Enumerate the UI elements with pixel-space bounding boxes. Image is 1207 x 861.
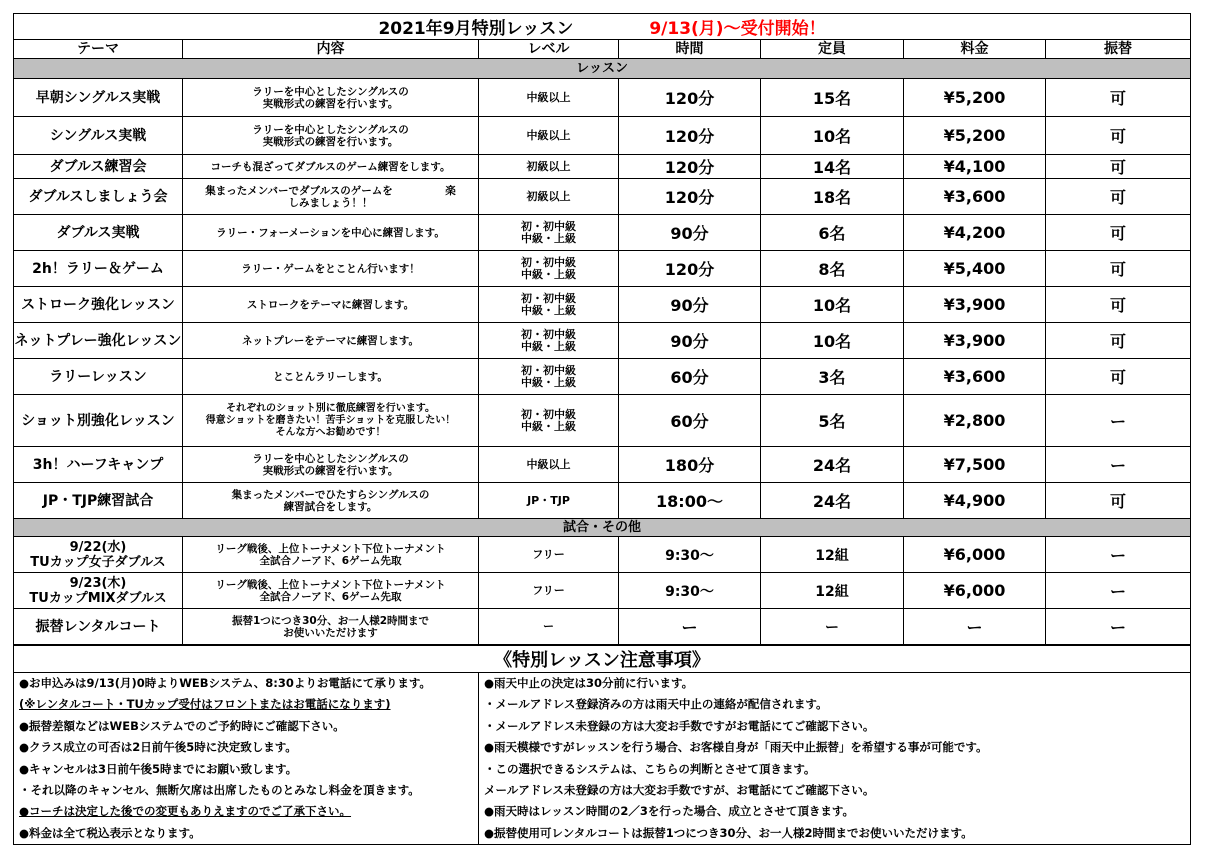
note-line: ●お申込みは9/13(月)0時よりWEBシステム、8:30よりお電話にて承ります。 (19, 676, 431, 690)
cell-fee: ¥4,100 (904, 155, 1046, 179)
note-line: メールアドレス未登録の方は大変お手数ですが、お電話にてご確認下さい。 (484, 782, 875, 797)
cell-capacity: 10名 (761, 323, 904, 359)
cell-time: 120分 (619, 155, 761, 179)
section-label: 試合・その他 (14, 519, 1191, 537)
table-header-row (14, 40, 1191, 59)
note-line: ・この選択できるシステムは、こちらの判断とさせて頂きます。 (484, 761, 816, 776)
cell-level: 中級以上 (479, 117, 619, 155)
table-row (14, 609, 1191, 645)
cell-capacity: 6名 (761, 215, 904, 251)
note-line: ・それ以降のキャンセル、無断欠席は出席したものとみなし料金を頂きます。 (19, 782, 420, 797)
cell-theme: 早朝シングルス実戦 (14, 79, 183, 117)
cell-content: リーグ戦後、上位トーナメント下位トーナメント 全試合ノーアド、6ゲーム先取 (183, 573, 479, 609)
cell-time: 9:30～ (619, 537, 761, 573)
title-row (14, 14, 1191, 40)
cell-theme: ダブルスしましょう会 (14, 179, 183, 215)
cell-level: JP・TJP (479, 483, 619, 519)
cell-content: ラリーを中心としたシングルスの 実戦形式の練習を行います。 (183, 447, 479, 483)
cell-time: 90分 (619, 323, 761, 359)
cell-capacity: 12組 (761, 537, 904, 573)
cell-content: ストロークをテーマに練習します。 (183, 287, 479, 323)
col-header-content: 内容 (183, 40, 479, 59)
cell-theme: 9/22(水) TUカップ女子ダブルス (14, 537, 183, 573)
note-line: ●振替差額などはWEBシステムでのご予約時にご確認下さい。 (19, 718, 345, 733)
cell-capacity: 24名 (761, 483, 904, 519)
section-header-row (14, 59, 1191, 79)
cell-theme: 9/23(木) TUカップMIXダブルス (14, 573, 183, 609)
lesson-table (13, 13, 1191, 645)
cell-theme: 振替レンタルコート (14, 609, 183, 645)
cell-capacity: 18名 (761, 179, 904, 215)
note-line: (※レンタルコート・TUカップ受付はフロントまたはお電話になります) (19, 697, 391, 712)
notes-title-row (14, 646, 1191, 673)
table-row (14, 447, 1191, 483)
cell-capacity: 14名 (761, 155, 904, 179)
cell-fee: ¥3,900 (904, 287, 1046, 323)
cell-content: ラリーを中心としたシングルスの 実戦形式の練習を行います。 (183, 79, 479, 117)
cell-capacity: 10名 (761, 287, 904, 323)
cell-capacity: 12組 (761, 573, 904, 609)
cell-time: 9:30～ (619, 573, 761, 609)
cell-level: 初・初中級 中級・上級 (479, 287, 619, 323)
cell-level: 初・初中級 中級・上級 (479, 323, 619, 359)
cell-content: 集まったメンバーでひたすらシングルスの 練習試合をします。 (183, 483, 479, 519)
cell-time: 120分 (619, 117, 761, 155)
cell-fee: ¥2,800 (904, 395, 1046, 447)
cell-level: フリー (479, 573, 619, 609)
cell-content: リーグ戦後、上位トーナメント下位トーナメント 全試合ノーアド、6ゲーム先取 (183, 537, 479, 573)
table-row (14, 179, 1191, 215)
cell-fee: ¥4,900 (904, 483, 1046, 519)
cell-theme: シングルス実戦 (14, 117, 183, 155)
cell-transfer: 可 (1046, 79, 1191, 117)
notes-right-column (479, 673, 1191, 845)
cell-transfer: ー (1046, 395, 1191, 447)
table-row (14, 117, 1191, 155)
cell-theme: ダブルス実戦 (14, 215, 183, 251)
cell-transfer: ー (1046, 609, 1191, 645)
cell-fee: ¥6,000 (904, 537, 1046, 573)
cell-transfer: 可 (1046, 359, 1191, 395)
cell-level: 初・初中級 中級・上級 (479, 215, 619, 251)
notes-title: 《特別レッスン注意事項》 (14, 646, 1191, 673)
cell-fee: ¥5,200 (904, 79, 1046, 117)
cell-content: それぞれのショット別に徹底練習を行います。 得意ショットを磨きたい！苦手ショットを克服したい！ そんな方へお勧めです！ (183, 395, 479, 447)
cell-transfer: 可 (1046, 323, 1191, 359)
cell-content: コーチも混ざってダブルスのゲーム練習をします。 (183, 155, 479, 179)
table-row (14, 537, 1191, 573)
cell-capacity: 10名 (761, 117, 904, 155)
col-header-theme: テーマ (14, 40, 183, 59)
note-line: ・メールアドレス未登録の方は大変お手数ですがお電話にてご確認下さい。 (484, 718, 875, 733)
cell-transfer: 可 (1046, 287, 1191, 323)
cell-transfer: ー (1046, 573, 1191, 609)
cell-time: 90分 (619, 287, 761, 323)
table-row (14, 359, 1191, 395)
cell-fee: ¥5,200 (904, 117, 1046, 155)
cell-transfer: 可 (1046, 483, 1191, 519)
cell-capacity: 15名 (761, 79, 904, 117)
notes-row (14, 673, 1191, 845)
notes-left-column (14, 673, 479, 845)
cell-time: 18:00～ (619, 483, 761, 519)
cell-level: 初・初中級 中級・上級 (479, 395, 619, 447)
table-row (14, 483, 1191, 519)
table-row (14, 79, 1191, 117)
section-header-row (14, 519, 1191, 537)
note-line: ●振替使用可レンタルコートは振替1つにつき30分、お一人様2時間までお使いいただけます。 (484, 825, 973, 840)
cell-transfer: 可 (1046, 117, 1191, 155)
table-row (14, 323, 1191, 359)
note-line: ●コーチは決定した後での変更もありえますのでご了承下さい。 (19, 804, 352, 819)
cell-fee: ¥7,500 (904, 447, 1046, 483)
col-header-time: 時間 (619, 40, 761, 59)
cell-theme: ネットプレー強化レッスン (14, 323, 183, 359)
cell-content: とことんラリーします。 (183, 359, 479, 395)
cell-capacity: 5名 (761, 395, 904, 447)
table-row (14, 573, 1191, 609)
note-line: ・メールアドレス登録済みの方は雨天中止の連絡が配信されます。 (484, 697, 828, 712)
lesson-schedule-sheet (13, 13, 1190, 845)
cell-capacity: 8名 (761, 251, 904, 287)
cell-content: ラリーを中心としたシングルスの 実戦形式の練習を行います。 (183, 117, 479, 155)
cell-content: ネットプレーをテーマに練習します。 (183, 323, 479, 359)
cell-level: 中級以上 (479, 79, 619, 117)
cell-transfer: 可 (1046, 155, 1191, 179)
table-row (14, 251, 1191, 287)
cell-content: ラリー・フォーメーションを中心に練習します。 (183, 215, 479, 251)
col-header-transfer: 振替 (1046, 40, 1191, 59)
cell-content: 集まったメンバーでダブルスのゲームを 楽 しみましょう！！ (183, 179, 479, 215)
cell-level: ー (479, 609, 619, 645)
cell-theme: ストローク強化レッスン (14, 287, 183, 323)
table-row (14, 287, 1191, 323)
cell-time: 60分 (619, 395, 761, 447)
cell-time: 120分 (619, 79, 761, 117)
cell-fee: ¥4,200 (904, 215, 1046, 251)
table-row (14, 155, 1191, 179)
note-line: ●クラス成立の可否は2日前午後5時に決定致します。 (19, 740, 297, 755)
cell-content: 振替1つにつき30分、お一人様2時間まで お使いいただけます (183, 609, 479, 645)
cell-theme: ダブルス練習会 (14, 155, 183, 179)
cell-level: 中級以上 (479, 447, 619, 483)
cell-time: 180分 (619, 447, 761, 483)
cell-theme: 3h！ハーフキャンプ (14, 447, 183, 483)
note-line: ●雨天時はレッスン時間の2／3を行った場合、成立とさせて頂きます。 (484, 804, 854, 819)
cell-fee: ¥6,000 (904, 573, 1046, 609)
cell-level: 初・初中級 中級・上級 (479, 251, 619, 287)
cell-time: 60分 (619, 359, 761, 395)
cell-level: フリー (479, 537, 619, 573)
cell-time: ー (619, 609, 761, 645)
col-header-level: レベル (479, 40, 619, 59)
cell-level: 初・初中級 中級・上級 (479, 359, 619, 395)
cell-theme: 2h！ラリー＆ゲーム (14, 251, 183, 287)
cell-content: ラリー・ゲームをとことん行います！ (183, 251, 479, 287)
page-title: 2021年9月特別レッスン (378, 19, 574, 39)
cell-level: 初級以上 (479, 155, 619, 179)
cell-transfer: ー (1046, 537, 1191, 573)
cell-theme: ラリーレッスン (14, 359, 183, 395)
col-header-fee: 料金 (904, 40, 1046, 59)
note-line: ●雨天模様ですがレッスンを行う場合、お客様自身が「雨天中止振替」を希望する事が可能です。 (484, 740, 988, 755)
cell-transfer: 可 (1046, 215, 1191, 251)
cell-fee: ¥3,600 (904, 179, 1046, 215)
cell-capacity: 3名 (761, 359, 904, 395)
note-line: ●料金は全て税込表示となります。 (19, 825, 201, 840)
cell-time: 90分 (619, 215, 761, 251)
cell-fee: ¥3,900 (904, 323, 1046, 359)
reception-start-date: 9/13(月)～受付開始！ (649, 19, 826, 39)
cell-fee: ー (904, 609, 1046, 645)
cell-level: 初級以上 (479, 179, 619, 215)
notes-table (13, 645, 1191, 845)
cell-fee: ¥3,600 (904, 359, 1046, 395)
cell-time: 120分 (619, 179, 761, 215)
cell-fee: ¥5,400 (904, 251, 1046, 287)
col-header-capacity: 定員 (761, 40, 904, 59)
cell-transfer: 可 (1046, 251, 1191, 287)
cell-time: 120分 (619, 251, 761, 287)
table-row (14, 215, 1191, 251)
cell-capacity: 24名 (761, 447, 904, 483)
section-label: レッスン (14, 59, 1191, 79)
cell-capacity: ー (761, 609, 904, 645)
cell-transfer: ー (1046, 447, 1191, 483)
cell-theme: ショット別強化レッスン (14, 395, 183, 447)
table-row (14, 395, 1191, 447)
note-line: ●雨天中止の決定は30分前に行います。 (484, 676, 694, 690)
note-line: ●キャンセルは3日前午後5時までにお願い致します。 (19, 761, 298, 776)
cell-transfer: 可 (1046, 179, 1191, 215)
cell-theme: JP・TJP練習試合 (14, 483, 183, 519)
